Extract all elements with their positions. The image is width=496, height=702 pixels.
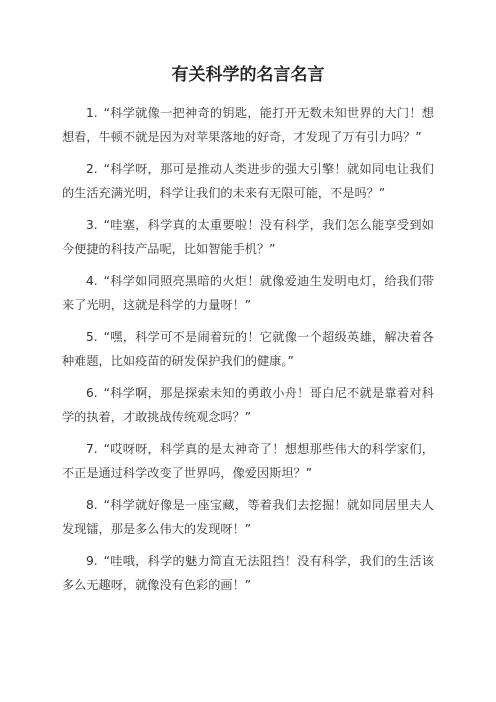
quote-item — [62, 493, 434, 541]
quote-item — [62, 549, 434, 597]
quote-text: “哇塞，科学真的太重要啦！没有科学，我们怎么能享受到如今便捷的科技产品呢，比如智能手机？” — [62, 218, 434, 256]
quote-item — [62, 101, 434, 149]
quote-number: 4. — [86, 274, 98, 288]
quote-number: 1. — [86, 106, 98, 120]
quote-text: “科学就像一把神奇的钥匙，能打开无数未知世界的大门！想想看，牛顿不就是因为对苹果落地的好奇，才发现了万有引力吗？” — [62, 106, 434, 144]
quote-number: 2. — [86, 162, 98, 176]
quote-number: 3. — [86, 218, 98, 232]
quote-number: 8. — [86, 498, 98, 512]
quote-item — [62, 437, 434, 485]
quote-text: “科学啊，那是探索未知的勇敢小舟！哥白尼不就是靠着对科学的执着，才敢挑战传统观念吗？” — [62, 386, 434, 424]
quote-text: “科学呀，那可是推动人类进步的强大引擎！就如同电让我们的生活充满光明，科学让我们的未来有无限可能，不是吗？” — [62, 162, 434, 200]
quote-number: 5. — [86, 330, 98, 344]
quote-number: 9. — [86, 554, 98, 568]
document-title: 有关科学的名言名言 — [171, 65, 325, 85]
quote-item — [62, 213, 434, 261]
quote-list — [62, 101, 434, 597]
quote-text: “哇哦，科学的魅力简直无法阻挡！没有科学，我们的生活该多么无趣呀，就像没有色彩的画！” — [62, 554, 434, 592]
quote-item — [62, 269, 434, 317]
quote-text: “嘿，科学可不是闹着玩的！它就像一个超级英雄，解决着各种难题，比如疫苗的研发保护我们的健康。” — [62, 330, 434, 368]
quote-text: “哎呀呀，科学真的是太神奇了！想想那些伟大的科学家们，不正是通过科学改变了世界吗，像爱因斯坦？” — [62, 442, 434, 480]
quote-text: “科学就好像是一座宝藏，等着我们去挖掘！就如同居里夫人发现镭，那是多么伟大的发现呀！” — [62, 498, 434, 536]
quote-item — [62, 157, 434, 205]
quote-item — [62, 325, 434, 373]
quote-number: 6. — [86, 386, 98, 400]
quote-number: 7. — [86, 442, 98, 456]
quote-text: “科学如同照亮黑暗的火炬！就像爱迪生发明电灯，给我们带来了光明，这就是科学的力量呀！” — [62, 274, 434, 312]
quote-item — [62, 381, 434, 429]
